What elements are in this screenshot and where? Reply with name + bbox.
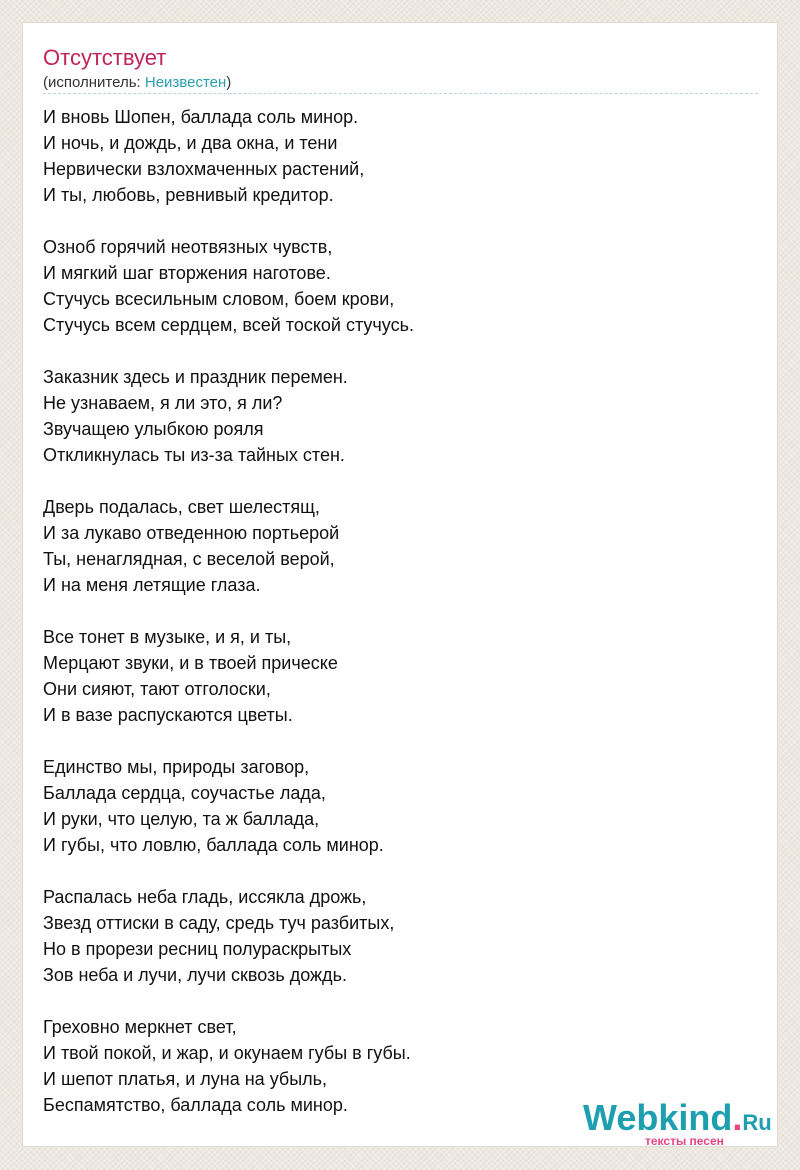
lyric-line: Единство мы, природы заговор, <box>43 757 310 777</box>
lyric-line: Беспамятство, баллада соль минор. <box>43 1095 348 1115</box>
lyric-line: И ночь, и дождь, и два окна, и тени <box>43 133 338 153</box>
lyric-line: Нервически взлохмаченных растений, <box>43 159 365 179</box>
logo-tld: Ru <box>742 1110 772 1135</box>
artist-prefix: (исполнитель: <box>43 74 145 91</box>
lyrics-stanza <box>43 494 763 598</box>
lyrics-card <box>22 22 778 1147</box>
lyrics-stanza <box>43 104 763 208</box>
lyric-line: И за лукаво отведенною портьерой <box>43 523 340 543</box>
lyric-line: Ты, ненаглядная, с веселой верой, <box>43 549 335 569</box>
lyric-line: Баллада сердца, соучастье лада, <box>43 783 326 803</box>
lyrics-stanza <box>43 624 763 728</box>
artist-link[interactable]: Неизвестен <box>144 74 227 91</box>
logo-dot: . <box>732 1097 743 1138</box>
lyric-line: Озноб горячий неотвязных чувств, <box>43 237 333 257</box>
logo-tagline: тексты песен <box>645 1134 724 1148</box>
lyrics-stanza <box>43 754 763 858</box>
lyric-line: Звезд оттиски в саду, средь туч разбитых, <box>43 913 395 933</box>
artist-line <box>43 73 231 93</box>
lyric-line: И ты, любовь, ревнивый кредитор. <box>43 185 334 205</box>
title-divider <box>43 93 758 94</box>
webkind-logo[interactable] <box>583 1098 783 1148</box>
lyric-line: Не узнаваем, я ли это, я ли? <box>43 393 283 413</box>
song-title: Отсутствует <box>43 45 167 70</box>
lyric-line: И твой покой, и жар, и окунаем губы в губы. <box>43 1043 411 1063</box>
lyric-line: И вновь Шопен, баллада соль минор. <box>43 107 359 127</box>
lyrics-stanza <box>43 884 763 988</box>
lyrics-stanza <box>43 364 763 468</box>
lyric-line: И мягкий шаг вторжения наготове. <box>43 263 331 283</box>
lyric-line: Но в прорези ресниц полураскрытых <box>43 939 352 959</box>
lyric-line: И шепот платья, и луна на убыль, <box>43 1069 328 1089</box>
lyric-line: Дверь подалась, свет шелестящ, <box>43 497 320 517</box>
lyric-line: Зов неба и лучи, лучи сквозь дождь. <box>43 965 347 985</box>
lyric-line: Стучусь всесильным словом, боем крови, <box>43 289 395 309</box>
lyrics-body <box>43 104 763 1144</box>
lyric-line: И руки, что целую, та ж баллада, <box>43 809 320 829</box>
lyric-line: И на меня летящие глаза. <box>43 575 261 595</box>
lyric-line: Заказник здесь и праздник перемен. <box>43 367 348 387</box>
lyric-line: Звучащею улыбкою рояля <box>43 419 264 439</box>
lyric-line: И в вазе распускаются цветы. <box>43 705 293 725</box>
lyric-line: Мерцают звуки, и в твоей прическе <box>43 653 338 673</box>
artist-suffix: ) <box>226 74 232 91</box>
lyrics-stanza <box>43 234 763 338</box>
lyric-line: Откликнулась ты из-за тайных стен. <box>43 445 345 465</box>
lyric-line: Стучусь всем сердцем, всей тоской стучусь. <box>43 315 414 335</box>
lyric-line: Греховно меркнет свет, <box>43 1017 237 1037</box>
lyric-line: И губы, что ловлю, баллада соль минор. <box>43 835 384 855</box>
logo-word: Webkind <box>583 1097 733 1138</box>
lyric-line: Все тонет в музыке, и я, и ты, <box>43 627 292 647</box>
lyric-line: Они сияют, тают отголоски, <box>43 679 271 699</box>
lyric-line: Распалась неба гладь, иссякла дрожь, <box>43 887 367 907</box>
